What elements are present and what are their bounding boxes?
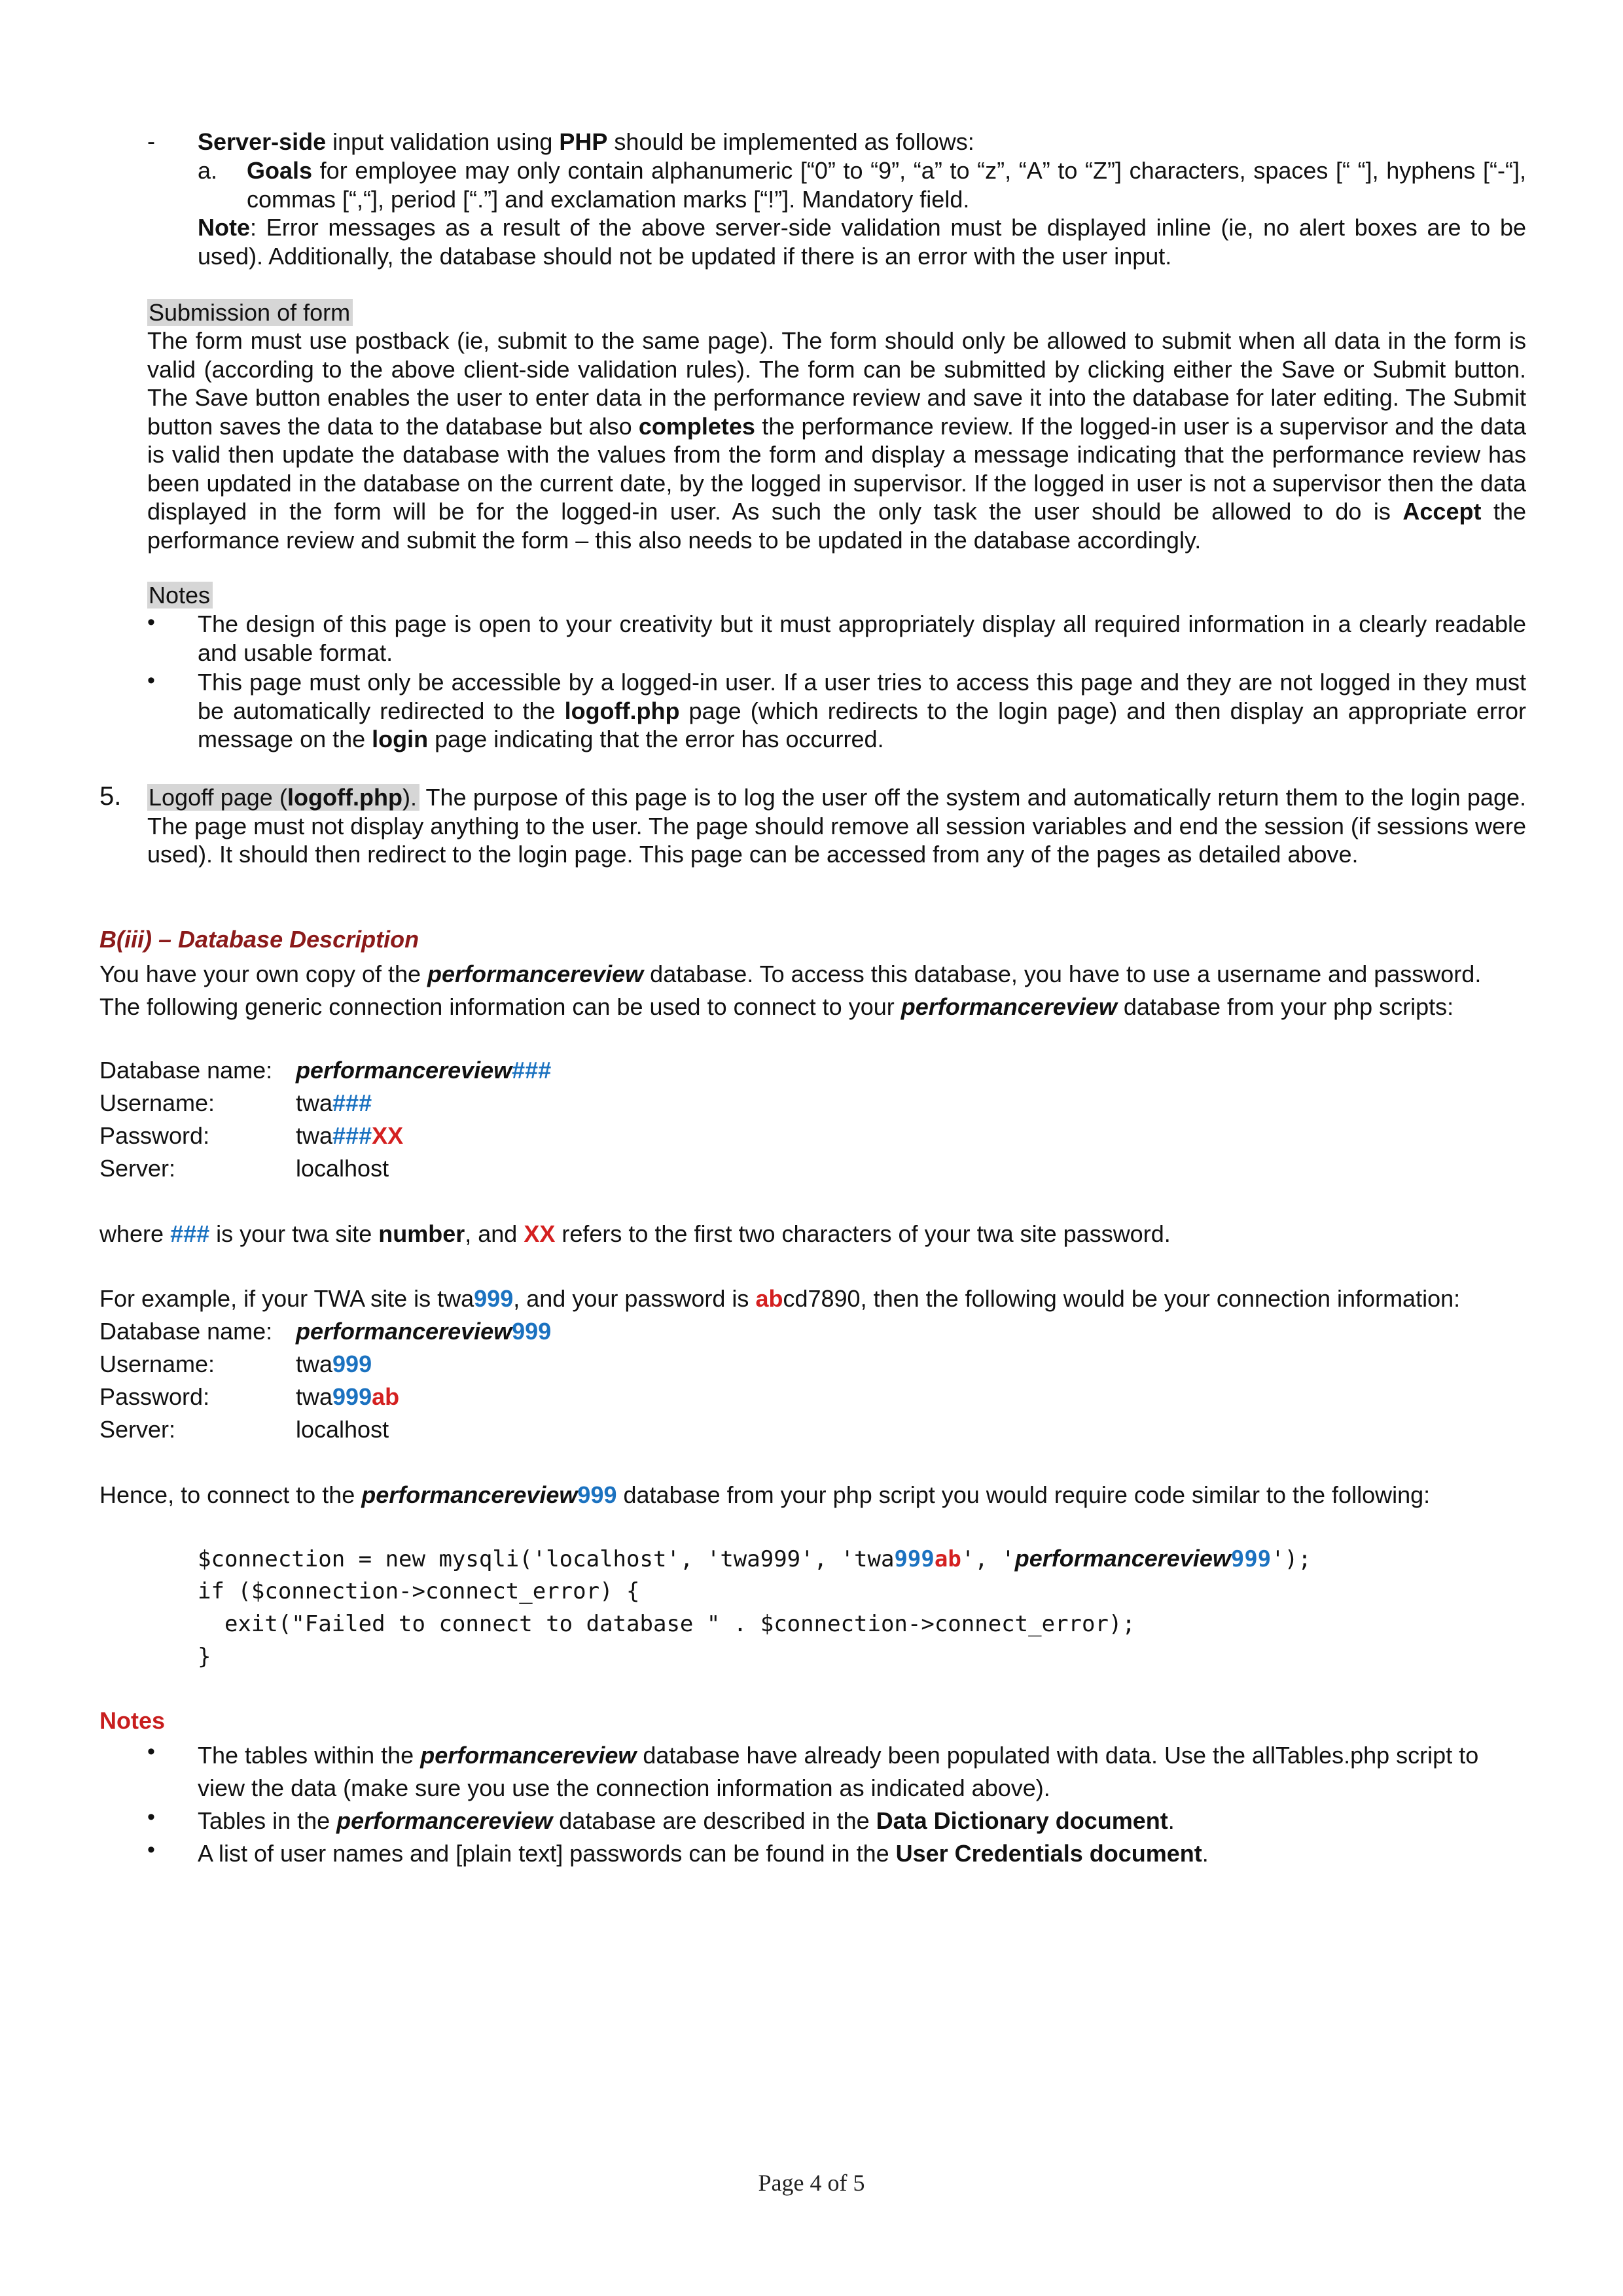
logoff-php-bold: logoff.php <box>564 697 680 724</box>
submission-text-2: the performance review. If the logged-in user is a supervisor and the data is valid then update the database with the values from the form and display a message indicating that the performance review has been updated in the database on the current date, by the logged in supervisor. If the logged in user is not a supervisor then the data displayed in the form will be for the logged-in user. As such the only task the user should be allowed to do is <box>147 412 1526 525</box>
example-b: , and your password is <box>513 1285 756 1312</box>
site-number-placeholder: ### <box>332 1122 372 1149</box>
notes-item-tables <box>198 1739 1526 1805</box>
logoff-heading-a: Logoff page ( <box>149 784 288 811</box>
bullet-icon: • <box>147 1837 155 1862</box>
submission-text-3: the performance review and submit the form – this also needs to be updated in the database accordingly. <box>147 498 1526 554</box>
twa-prefix: twa <box>296 1383 333 1410</box>
list-dash: - <box>147 128 155 154</box>
bullet-icon: • <box>147 610 155 635</box>
tables-text-a: The tables within the <box>198 1742 421 1769</box>
credentials-text-a: A list of user names and [plain text] passwords can be found in the <box>198 1840 896 1867</box>
user-credentials-bold: User Credentials document <box>895 1840 1202 1867</box>
page-number: Page 4 of 5 <box>758 2170 865 2196</box>
code-line-4: } <box>198 1644 211 1670</box>
hence-a: Hence, to connect to the <box>99 1481 362 1508</box>
db-intro <box>99 958 1526 1023</box>
db-intro-b: database. To access this database, you have to use a username and password. The following generic connection information can be used to connect to your <box>99 961 1482 1020</box>
where-d: refers to the first two characters of your twa site password. <box>555 1220 1171 1247</box>
logoff-text: The purpose of this page is to log the user off the system and automatically return them to the login page. The page must not display anything to the user. The page should remove all session variables and end the session (if sessions were used). It should then redirect to the login page. This page can be accessed from any of the pages as detailed above. <box>147 784 1526 868</box>
dictionary-text-b: database are described in the <box>552 1807 876 1834</box>
example-pw-chars: ab <box>755 1285 783 1312</box>
number-bold: number <box>378 1220 465 1247</box>
password-placeholder: XX <box>372 1122 404 1149</box>
logoff-heading-bold: logoff.php <box>287 784 402 811</box>
code-text: $connection = new mysqli('localhost', 'twa999', 'twa <box>198 1546 895 1572</box>
twa-prefix: twa <box>296 1122 333 1149</box>
conn-value <box>296 1089 372 1118</box>
conn-value <box>296 1350 372 1379</box>
example-c: , then the following would be your connection information: <box>860 1285 1461 1312</box>
php-bold: PHP <box>559 128 608 155</box>
completes-bold: completes <box>638 412 755 440</box>
site-number-placeholder: ### <box>512 1057 552 1084</box>
where-c: , and <box>465 1220 524 1247</box>
code-line-3: exit("Failed to connect to database " . $connection->connect_error); <box>198 1611 1135 1637</box>
conn-label: Database name: <box>99 1057 273 1084</box>
conn-label: Password: <box>99 1383 210 1410</box>
site-number: 999 <box>332 1383 372 1410</box>
notes-item-dictionary <box>198 1805 1526 1837</box>
example-a: For example, if your TWA site is twa <box>99 1285 474 1312</box>
bullet-icon: • <box>147 1805 155 1829</box>
code-text: ', ' <box>961 1546 1015 1572</box>
conn-value <box>296 1317 551 1346</box>
db-prefix: performancereview <box>296 1057 512 1084</box>
conn-label: Password: <box>99 1122 210 1149</box>
conn-label: Username: <box>99 1089 215 1116</box>
conn-value <box>296 1056 551 1085</box>
notes-item-access <box>198 668 1526 754</box>
notes-heading-red: Notes <box>99 1707 166 1734</box>
submission-heading <box>147 298 353 327</box>
logoff-heading-b: ). <box>402 784 417 811</box>
server-side-note <box>198 213 1526 270</box>
note-bold: Note <box>198 214 250 241</box>
submission-text-1: The form must use postback (ie, submit to the same page). The form should only be allowed to submit when all data in the form is valid (according to the above client-side validation rules). The form can be submitted by clicking either the Save or Submit button. The Save button enables the user to enter data in the performance review and save it into the database for later editing. The Submit button saves the data to the database but also <box>147 327 1526 440</box>
dictionary-text-a: Tables in the <box>198 1807 337 1834</box>
access-text-a: This page must only be accessible by a logged-in user. If a user tries to access this page and they are not logged in they must be automatically redirected to the <box>198 669 1526 724</box>
code-line-1 <box>198 1542 1311 1576</box>
server-side-bold: Server-side <box>198 128 327 155</box>
bullet-icon: • <box>147 668 155 693</box>
code-password-chars: ab <box>934 1546 961 1572</box>
access-text-b: page (which redirects to the login page) and then display an appropriate error message on the <box>198 697 1526 752</box>
site-number: 999 <box>332 1351 372 1377</box>
bullet-icon: • <box>147 1739 155 1764</box>
twa-prefix: twa <box>296 1351 333 1377</box>
dictionary-text-c: . <box>1168 1807 1175 1834</box>
code-text: '); <box>1271 1546 1311 1572</box>
example-pw-rest: cd7890 <box>783 1285 861 1312</box>
where-a: where <box>99 1220 171 1247</box>
site-number: 999 <box>577 1481 617 1508</box>
notes-heading <box>147 581 213 610</box>
code-site-number: 999 <box>1230 1546 1272 1572</box>
tables-text-b: database have already been populated with data. Use the allTables.php script to view the data (make sure you use the connection information as indicated above). <box>198 1742 1479 1801</box>
site-number: 999 <box>512 1318 552 1345</box>
db-name-inline: performancereview <box>420 1742 637 1769</box>
login-bold: login <box>372 726 429 752</box>
db-prefix: performancereview <box>296 1318 512 1345</box>
password-chars: ab <box>372 1383 400 1410</box>
goals-bold: Goals <box>247 157 313 184</box>
notes-item-design: The design of this page is open to your creativity but it must appropriately display all required information in a clearly readable and usable format. <box>198 610 1526 666</box>
example-site-number: 999 <box>474 1285 514 1312</box>
server-side-text: input validation using <box>326 128 560 155</box>
db-name-inline: performancereview <box>901 993 1117 1020</box>
conn-value <box>296 1383 399 1411</box>
item-number: 5. <box>99 782 122 811</box>
hence-b: database from your php script you would require code similar to the following: <box>616 1481 1431 1508</box>
goals-text: for employee may only contain alphanumeric [“0” to “9”, “a” to “z”, “A” to “Z”] characters, spaces [“ “], hyphens [“-“], commas [“,“], period [“.”] and exclamation marks [“!”]. Mandatory field. <box>247 157 1526 213</box>
where-line <box>99 1220 1526 1248</box>
server-side-text-end: should be implemented as follows: <box>607 128 974 155</box>
code-line-2: if ($connection->connect_error) { <box>198 1578 640 1604</box>
accept-bold: Accept <box>1402 498 1482 525</box>
code-db-name: performancereview <box>1014 1545 1231 1572</box>
db-intro-a: You have your own copy of the <box>99 961 428 987</box>
conn-value: localhost <box>296 1155 389 1182</box>
conn-label: Database name: <box>99 1318 273 1345</box>
conn-value: localhost <box>296 1416 389 1443</box>
twa-prefix: twa <box>296 1089 333 1116</box>
notes-heading-text: Notes <box>147 582 213 609</box>
site-number-placeholder: ### <box>170 1220 210 1247</box>
server-side-intro <box>198 128 1526 156</box>
example-line <box>99 1284 1539 1313</box>
item-letter: a. <box>198 157 218 184</box>
goals-rule <box>247 156 1526 213</box>
db-name-inline: performancereview <box>336 1807 553 1834</box>
db-intro-c: database from your php scripts: <box>1116 993 1454 1020</box>
password-placeholder: XX <box>524 1220 556 1247</box>
note-text: : Error messages as a result of the above server-side validation must be displayed inline (ie, no alert boxes are to be used). Additionally, the database should not be updated if there is an error with the user input. <box>198 214 1526 270</box>
db-section-heading: B(iii) – Database Description <box>99 926 419 953</box>
data-dictionary-bold: Data Dictionary document <box>876 1807 1168 1834</box>
conn-label: Username: <box>99 1351 215 1377</box>
logoff-heading <box>147 784 419 811</box>
notes-item-credentials <box>198 1837 1526 1870</box>
submission-paragraph <box>147 327 1526 554</box>
credentials-text-c: . <box>1202 1840 1209 1867</box>
site-number-placeholder: ### <box>332 1089 372 1116</box>
conn-value <box>296 1122 403 1150</box>
db-name-inline: performancereview <box>427 961 644 987</box>
logoff-paragraph <box>147 783 1526 869</box>
conn-label: Server: <box>99 1155 176 1182</box>
where-b: is your twa site <box>209 1220 379 1247</box>
code-site-number: 999 <box>894 1546 935 1572</box>
db-name-inline: performancereview <box>361 1481 578 1508</box>
hence-line <box>99 1481 1539 1510</box>
submission-heading-text: Submission of form <box>147 299 353 326</box>
conn-label: Server: <box>99 1416 176 1443</box>
access-text-c: page indicating that the error has occurred. <box>428 726 884 752</box>
